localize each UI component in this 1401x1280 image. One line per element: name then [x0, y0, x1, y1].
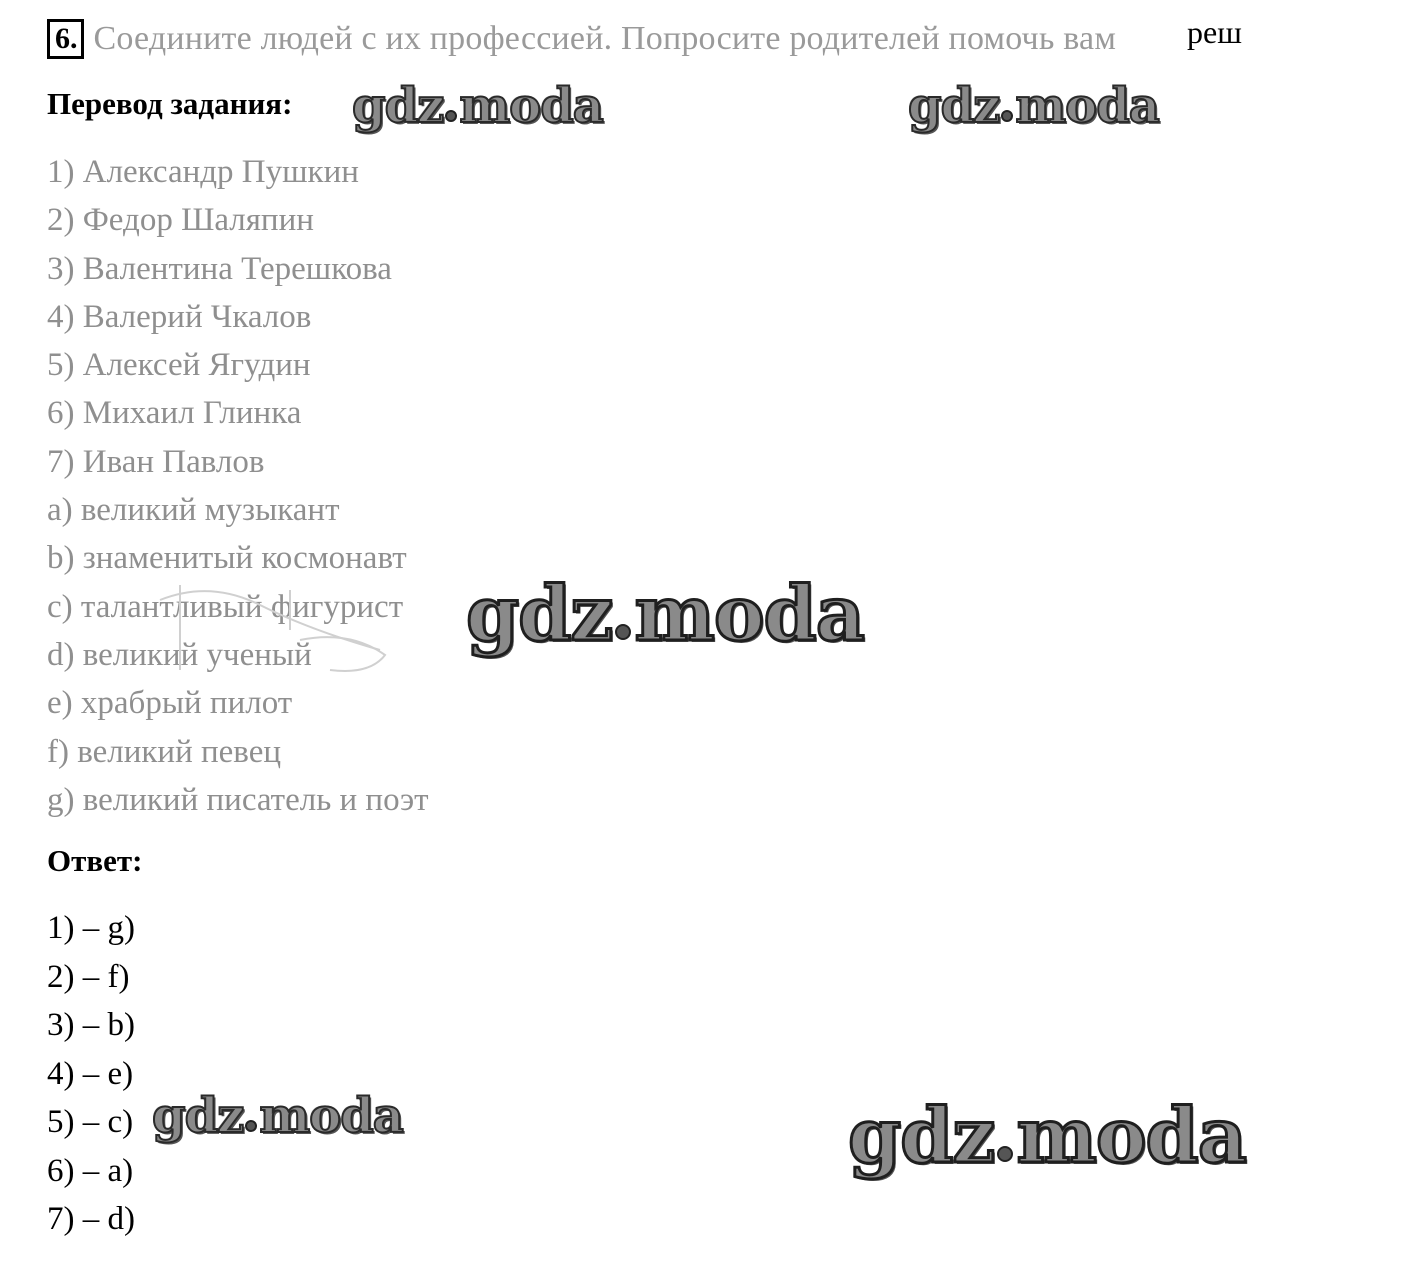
answer-item: 6) – a): [47, 1152, 134, 1189]
answer-item: 1) – g): [47, 910, 135, 946]
answer-item: 5) – c): [47, 1104, 134, 1140]
task-instruction: Соедините людей с их профессией. Попросите родителей помочь вам: [93, 20, 1117, 57]
list-item: c) талантливый фигурист: [47, 588, 404, 625]
answer-title: Ответ:: [47, 843, 143, 878]
watermark: gdz moda: [352, 78, 603, 134]
task-number: 6.: [47, 19, 84, 59]
list-item: 1) Александр Пушкин: [47, 154, 359, 190]
list-item: 6) Михаил Глинка: [47, 395, 302, 432]
list-item: b) знаменитый космонавт: [47, 540, 407, 577]
answer-item: 2) – f): [47, 958, 130, 995]
list-item: f) великий певец: [47, 733, 281, 770]
list-item: 4) Валерий Чкалов: [47, 298, 312, 335]
list-item: e) храбрый пилот: [47, 685, 293, 722]
faint-logo-icon: [150, 560, 390, 680]
watermark: gdz moda: [908, 78, 1159, 134]
header-clip: [1250, 0, 1401, 70]
answer-item: 3) – b): [47, 1007, 135, 1043]
list-item: 3) Валентина Терешкова: [47, 250, 392, 287]
task-header: [47, 16, 1116, 62]
watermark: gdz moda: [848, 1091, 1246, 1180]
list-item: g) великий писатель и поэт: [47, 781, 429, 818]
task-overlap-text: реш: [1187, 14, 1242, 50]
list-item: d) великий ученый: [47, 636, 312, 673]
list-item: 7) Иван Павлов: [47, 443, 265, 480]
watermark: gdz moda: [466, 569, 864, 658]
list-item: 2) Федор Шаляпин: [47, 202, 314, 239]
answer-item: 4) – e): [47, 1055, 134, 1092]
answer-list: [47, 904, 135, 1244]
task-item-list: [47, 148, 429, 824]
translation-title: Перевод задания:: [47, 86, 293, 121]
list-item: 5) Алексей Ягудин: [47, 347, 311, 384]
watermark: gdz moda: [152, 1088, 403, 1144]
answer-item: 7) – d): [47, 1201, 135, 1237]
list-item: a) великий музыкант: [47, 492, 340, 529]
